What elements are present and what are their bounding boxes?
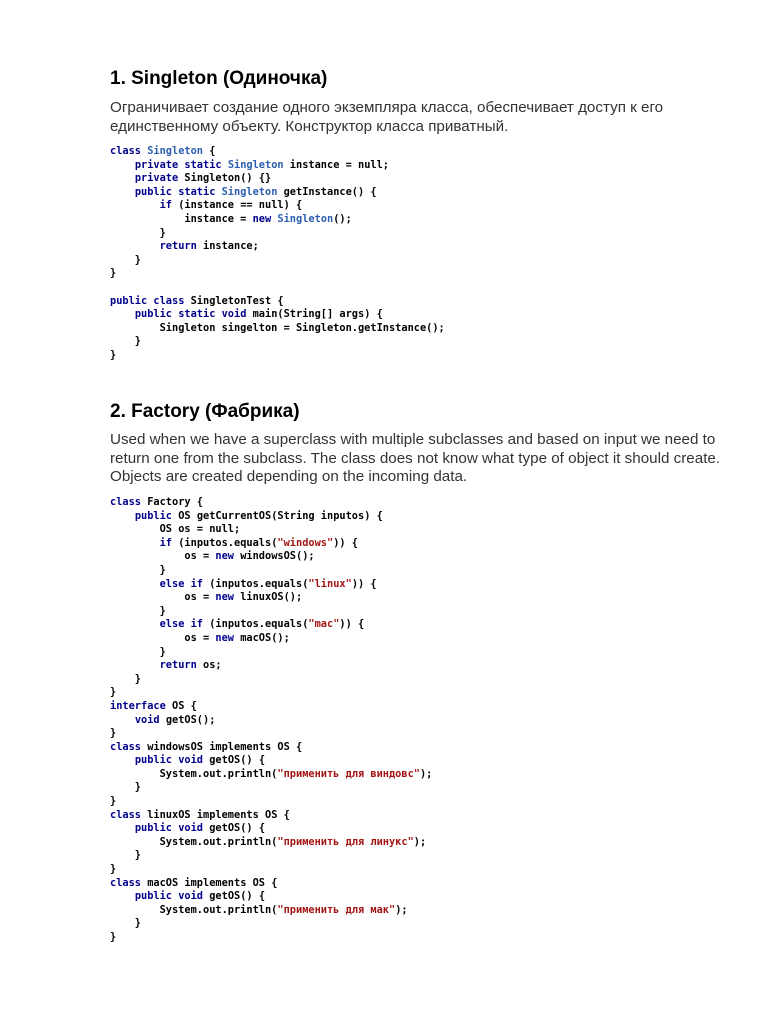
code-token: if xyxy=(159,199,173,212)
code-token xyxy=(110,159,135,171)
code-token: ); xyxy=(419,767,433,780)
code-token: } xyxy=(110,931,117,943)
code-token: instance = null; xyxy=(283,158,389,171)
code-token: OS { xyxy=(172,699,197,712)
code-line xyxy=(110,822,432,836)
code-token: } xyxy=(110,727,117,740)
code-token: windowsOS implements OS { xyxy=(147,740,303,753)
code-token: } xyxy=(110,253,141,266)
code-token xyxy=(110,754,135,766)
code-line xyxy=(110,904,432,918)
code-line xyxy=(110,714,432,728)
code-token: Singleton singelton = Singleton.getInstance(); xyxy=(110,321,445,334)
code-line xyxy=(110,240,445,254)
code-token: public void xyxy=(134,754,210,767)
code-token: new xyxy=(215,550,241,563)
code-token: getOS() { xyxy=(209,822,266,835)
code-token: public static void xyxy=(134,308,253,321)
code-token: (inputos.equals( xyxy=(203,618,309,631)
code-token: getOS() { xyxy=(209,890,266,903)
code-token: } xyxy=(110,863,117,876)
code-line xyxy=(110,322,445,336)
section-paragraph-factory: Used when we have a superclass with multiple subclasses and based on input we need to return one from the subclass. The class does not know what type of object it should create. Objects are created depending on the incoming data. xyxy=(110,431,721,486)
code-token: public static xyxy=(134,185,222,198)
code-token: class xyxy=(110,145,148,157)
code-token: linuxOS implements OS { xyxy=(147,808,290,821)
code-line xyxy=(110,931,432,945)
code-token: } xyxy=(110,604,166,617)
code-token: (inputos.equals( xyxy=(203,577,309,590)
code-line xyxy=(110,877,432,891)
code-token: windowsOS(); xyxy=(240,550,315,563)
code-line xyxy=(110,741,432,755)
code-token: System.out.println( xyxy=(110,767,278,780)
code-token: private xyxy=(134,172,185,185)
code-line xyxy=(110,632,432,646)
code-token: (); xyxy=(333,212,352,225)
code-line xyxy=(110,267,445,281)
code-token: )) { xyxy=(333,536,359,549)
code-line xyxy=(110,295,445,309)
code-token: } xyxy=(110,348,117,361)
code-token: } xyxy=(110,645,166,658)
code-line xyxy=(110,523,432,537)
code-token: else if xyxy=(159,577,204,590)
code-token: macOS implements OS { xyxy=(147,876,278,889)
code-token: } xyxy=(110,781,141,794)
code-token xyxy=(110,659,160,671)
code-line xyxy=(110,605,432,619)
code-line xyxy=(110,686,432,700)
code-token xyxy=(110,172,135,184)
code-token xyxy=(110,240,160,252)
code-line xyxy=(110,646,432,660)
code-token: } xyxy=(110,849,141,862)
code-line xyxy=(110,836,432,850)
code-token: interface xyxy=(110,699,172,712)
code-token: ); xyxy=(413,835,427,848)
code-token xyxy=(110,308,135,320)
code-line xyxy=(110,145,445,159)
code-line xyxy=(110,308,445,322)
code-line xyxy=(110,618,432,632)
code-token: Factory { xyxy=(147,496,203,508)
code-line xyxy=(110,781,432,795)
code-line xyxy=(110,335,445,349)
code-token: instance; xyxy=(196,240,259,253)
code-token: linuxOS(); xyxy=(240,591,303,604)
code-line xyxy=(110,890,432,904)
code-token: return xyxy=(159,659,197,672)
code-token: "применить для линукс" xyxy=(277,835,414,848)
code-token: "mac" xyxy=(308,618,340,631)
code-line xyxy=(110,659,432,673)
code-line xyxy=(110,863,432,877)
code-token: void xyxy=(134,713,166,726)
code-token: Singleton xyxy=(277,212,334,225)
code-token: public void xyxy=(134,890,210,903)
code-token: Singleton xyxy=(227,158,284,171)
code-token: )) { xyxy=(351,577,377,590)
code-token: return xyxy=(159,240,197,253)
code-token: macOS(); xyxy=(240,631,290,644)
code-line xyxy=(110,795,432,809)
code-line xyxy=(110,849,432,863)
code-line xyxy=(110,578,432,592)
code-token: System.out.println( xyxy=(110,835,278,848)
code-line xyxy=(110,349,445,363)
code-token: class xyxy=(110,740,148,753)
code-token xyxy=(110,618,160,630)
code-token: )) { xyxy=(339,618,365,631)
code-token xyxy=(110,186,135,198)
code-token: { xyxy=(203,145,216,157)
code-token: main(String[] args) { xyxy=(252,308,383,321)
code-block-factory xyxy=(110,496,432,945)
code-token: if xyxy=(159,536,173,549)
code-token xyxy=(110,537,160,549)
code-token xyxy=(110,510,135,522)
code-token: instance = xyxy=(110,212,253,225)
code-token: } xyxy=(110,267,117,280)
code-token: } xyxy=(110,795,117,808)
code-token: new xyxy=(252,212,278,225)
code-token: OS os = null; xyxy=(110,523,241,536)
code-block-singleton xyxy=(110,145,445,363)
code-line xyxy=(110,199,445,213)
section-heading-factory: 2. Factory (Фабрика) xyxy=(110,401,300,422)
code-token: class xyxy=(110,808,148,821)
code-token: "применить для виндовс" xyxy=(277,767,420,780)
section-paragraph-singleton: Ограничивает создание одного экземпляра класса, обеспечивает доступ к его единственному объекту. Конструктор класса приватный. xyxy=(110,99,664,135)
code-token: OS getCurrentOS(String inputos) { xyxy=(178,509,383,522)
code-token: private static xyxy=(134,158,228,171)
code-line xyxy=(110,768,432,782)
section-heading-singleton: 1. Singleton (Одиночка) xyxy=(110,68,328,89)
code-token: getInstance() { xyxy=(277,185,377,198)
code-line xyxy=(110,727,432,741)
code-token: (inputos.equals( xyxy=(172,536,278,549)
code-token xyxy=(110,822,135,834)
code-token: class xyxy=(110,876,148,889)
code-line xyxy=(110,754,432,768)
code-line xyxy=(110,917,432,931)
code-line xyxy=(110,673,432,687)
code-token: } xyxy=(110,226,166,239)
code-line xyxy=(110,510,432,524)
code-line xyxy=(110,186,445,200)
code-token xyxy=(110,578,160,590)
code-token: "windows" xyxy=(277,536,334,549)
code-token xyxy=(110,890,135,902)
code-token: getOS() { xyxy=(209,754,266,767)
code-token: new xyxy=(215,631,241,644)
code-token: os = xyxy=(110,591,216,604)
code-line xyxy=(110,564,432,578)
code-token: } xyxy=(110,335,141,348)
code-token: } xyxy=(110,563,166,576)
code-line xyxy=(110,213,445,227)
code-token: new xyxy=(215,591,241,604)
code-line xyxy=(110,496,432,510)
code-token: public class xyxy=(110,294,191,307)
code-token: } xyxy=(110,672,141,685)
code-line xyxy=(110,254,445,268)
code-token: Singleton xyxy=(147,145,203,157)
code-line xyxy=(110,227,445,241)
code-token: os; xyxy=(196,659,222,672)
code-token: (instance == null) { xyxy=(172,199,303,212)
code-token: ); xyxy=(395,903,408,916)
code-token: "применить для мак" xyxy=(277,903,396,916)
code-token xyxy=(110,714,135,726)
code-line xyxy=(110,700,432,714)
code-line xyxy=(110,281,445,295)
code-token: Singleton() {} xyxy=(184,172,272,185)
code-token: SingletonTest { xyxy=(190,294,284,307)
code-token: os = xyxy=(110,550,216,563)
code-token: os = xyxy=(110,631,216,644)
code-token: else if xyxy=(159,618,204,631)
code-line xyxy=(110,537,432,551)
code-line xyxy=(110,550,432,564)
code-token: Singleton xyxy=(221,185,278,198)
code-token: getOS(); xyxy=(165,713,216,726)
code-token: public void xyxy=(134,822,210,835)
code-token: "linux" xyxy=(308,577,352,590)
code-token: System.out.println( xyxy=(110,903,278,916)
code-token: public xyxy=(134,509,179,522)
code-line xyxy=(110,159,445,173)
code-token: } xyxy=(110,686,117,699)
code-token xyxy=(110,199,160,211)
code-token: class xyxy=(110,496,148,508)
code-line xyxy=(110,591,432,605)
code-token: } xyxy=(110,917,141,930)
code-line xyxy=(110,809,432,823)
code-line xyxy=(110,172,445,186)
